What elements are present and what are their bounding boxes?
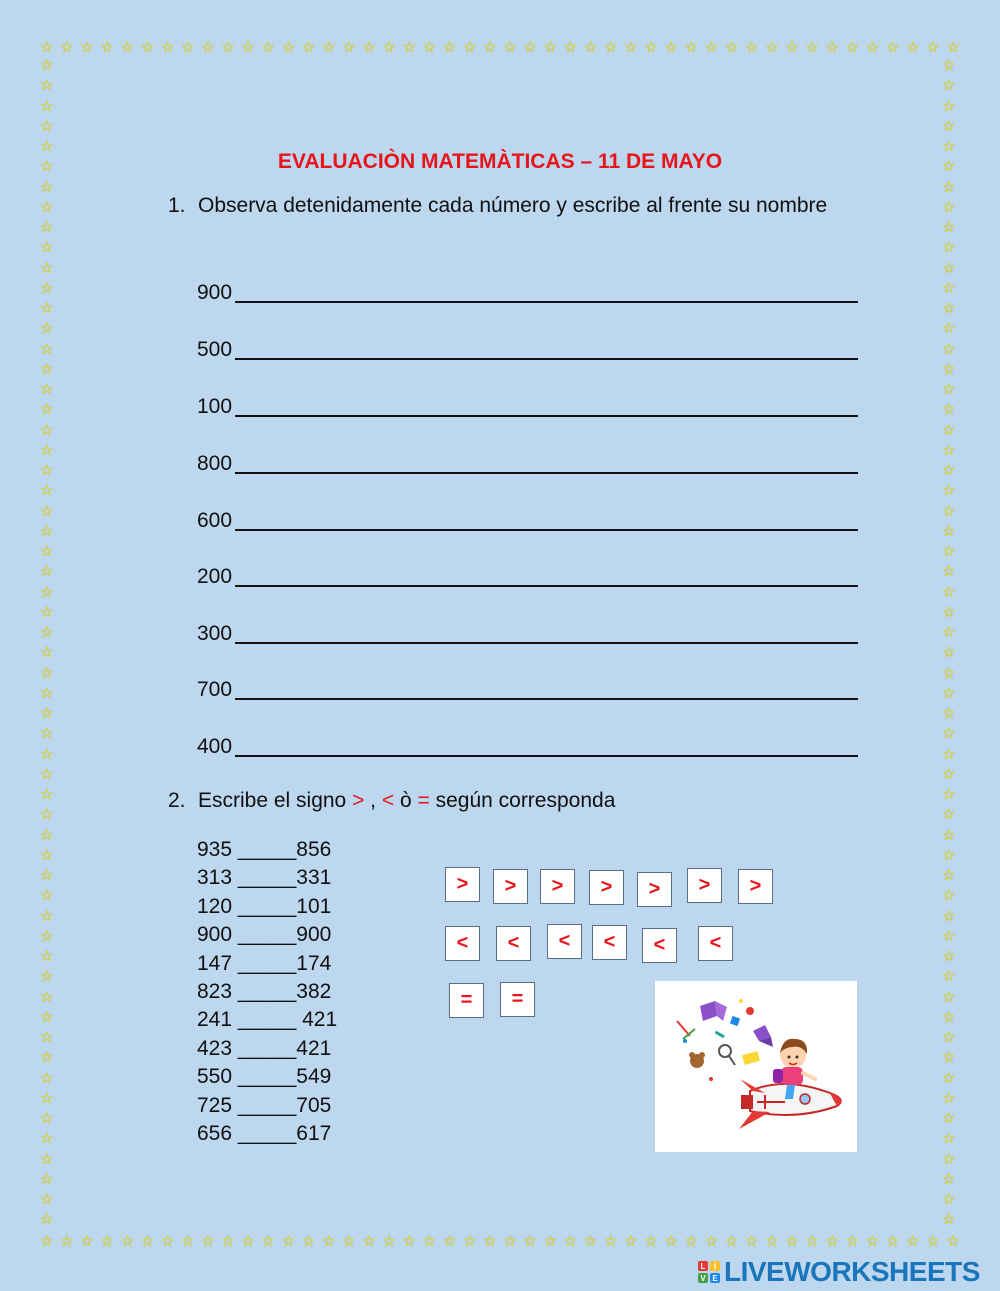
star-icon: ☆	[942, 57, 956, 74]
star-icon: ☆	[906, 39, 920, 56]
star-icon: ☆	[180, 39, 195, 56]
star-icon: ☆	[865, 1233, 880, 1250]
number-label: 900	[197, 281, 233, 304]
chip-equal[interactable]: =	[500, 982, 535, 1017]
question-2-number: 2.	[168, 789, 186, 812]
star-icon: ☆	[942, 624, 956, 641]
star-icon: ☆	[160, 39, 175, 56]
star-icon: ☆	[942, 684, 956, 702]
star-icon: ☆	[523, 39, 537, 56]
star-icon: ☆	[281, 1233, 296, 1250]
star-icon: ☆	[40, 1029, 54, 1046]
number-label: 500	[197, 338, 233, 361]
star-icon: ☆	[40, 77, 54, 95]
star-icon: ☆	[483, 39, 497, 56]
star-icon: ☆	[704, 1233, 719, 1250]
chip-less[interactable]: <	[445, 926, 480, 961]
comparison-item[interactable]: 423 _____421	[197, 1036, 332, 1060]
star-icon: ☆	[942, 239, 956, 257]
star-icon: ☆	[442, 39, 457, 56]
star-icon: ☆	[60, 1233, 74, 1250]
star-icon: ☆	[805, 39, 819, 56]
star-icon: ☆	[825, 39, 839, 56]
star-icon: ☆	[664, 1233, 678, 1250]
star-icon: ☆	[942, 1069, 956, 1087]
star-icon: ☆	[40, 725, 54, 743]
answer-row	[197, 336, 858, 362]
star-icon: ☆	[624, 39, 638, 56]
star-icon: ☆	[785, 1233, 799, 1250]
star-icon: ☆	[942, 1211, 956, 1229]
star-icon: ☆	[885, 1233, 900, 1250]
star-icon: ☆	[942, 603, 956, 621]
star-icon: ☆	[942, 1089, 956, 1107]
star-icon: ☆	[942, 907, 956, 925]
chip-less[interactable]: <	[547, 924, 582, 959]
question-2-text	[198, 786, 838, 815]
logo-letter: L	[698, 1261, 708, 1271]
star-icon: ☆	[942, 401, 956, 419]
question-2-separator: ò	[394, 789, 418, 812]
star-icon: ☆	[926, 39, 940, 56]
star-icon: ☆	[845, 1233, 860, 1250]
comparison-item[interactable]: 900 _____900	[197, 923, 332, 947]
star-icon: ☆	[140, 39, 155, 56]
chip-less[interactable]: <	[698, 926, 733, 961]
star-icon: ☆	[942, 77, 956, 95]
star-border-left	[40, 58, 53, 1228]
star-icon: ☆	[906, 1233, 920, 1250]
liveworksheets-logo-icon	[698, 1261, 720, 1283]
comparison-item[interactable]: 656 _____617	[197, 1122, 332, 1146]
number-label: 400	[197, 735, 233, 758]
star-icon: ☆	[382, 39, 396, 56]
star-icon: ☆	[503, 39, 517, 56]
answer-row	[197, 620, 858, 646]
answer-line[interactable]	[235, 755, 858, 757]
star-icon: ☆	[942, 1130, 956, 1148]
star-icon: ☆	[40, 786, 54, 803]
star-icon: ☆	[942, 1170, 956, 1188]
comparison-list	[197, 836, 337, 1148]
star-icon: ☆	[40, 259, 54, 277]
star-icon: ☆	[603, 1233, 618, 1250]
answer-row	[197, 507, 858, 533]
star-icon: ☆	[942, 259, 956, 277]
star-icon: ☆	[462, 39, 477, 56]
star-icon: ☆	[946, 39, 960, 56]
number-label: 100	[197, 395, 233, 418]
star-icon: ☆	[120, 1233, 135, 1250]
star-icon: ☆	[40, 158, 54, 176]
star-icon: ☆	[422, 1233, 437, 1250]
chip-greater[interactable]: >	[589, 870, 624, 905]
star-icon: ☆	[241, 1233, 255, 1250]
star-icon: ☆	[40, 1008, 54, 1026]
star-icon: ☆	[40, 522, 54, 540]
star-icon: ☆	[40, 1233, 54, 1250]
star-icon: ☆	[100, 1233, 114, 1250]
star-icon: ☆	[40, 1150, 54, 1168]
answer-line[interactable]	[235, 472, 858, 474]
star-icon: ☆	[40, 441, 54, 459]
star-icon: ☆	[942, 725, 956, 743]
star-icon: ☆	[684, 1233, 698, 1250]
star-icon: ☆	[926, 1233, 940, 1250]
star-icon: ☆	[942, 360, 956, 378]
star-icon: ☆	[942, 786, 956, 803]
star-icon: ☆	[942, 522, 956, 540]
question-2-text-part: Escribe el signo	[198, 789, 353, 812]
star-icon: ☆	[942, 867, 956, 884]
star-icon: ☆	[644, 1233, 658, 1250]
comparison-item[interactable]: 313 _____331	[197, 866, 332, 890]
star-icon: ☆	[885, 39, 900, 56]
star-icon: ☆	[942, 279, 956, 297]
answer-row	[197, 563, 858, 589]
star-icon: ☆	[942, 563, 956, 581]
answer-row	[197, 733, 858, 759]
star-icon: ☆	[942, 158, 956, 176]
answer-row	[197, 393, 858, 419]
star-icon: ☆	[342, 39, 356, 56]
star-icon: ☆	[40, 664, 54, 682]
star-icon: ☆	[583, 1233, 598, 1250]
chip-greater[interactable]: >	[687, 868, 722, 903]
star-icon: ☆	[942, 441, 956, 459]
star-icon: ☆	[40, 1069, 54, 1087]
star-icon: ☆	[40, 684, 54, 702]
chip-less[interactable]: <	[642, 928, 677, 963]
star-icon: ☆	[40, 907, 54, 925]
comparison-item[interactable]: 550 _____549	[197, 1065, 332, 1089]
star-icon: ☆	[301, 39, 316, 56]
comparison-item[interactable]: 241 _____ 421	[197, 1008, 338, 1032]
star-icon: ☆	[40, 117, 54, 135]
star-icon: ☆	[40, 502, 54, 520]
star-icon: ☆	[40, 543, 54, 560]
question-2-text-part: según corresponda	[429, 789, 616, 812]
star-icon: ☆	[442, 1233, 457, 1250]
sign-equal: =	[417, 789, 430, 812]
question-1-text: Observa detenidamente cada número y escribe al frente su nombre	[198, 194, 828, 217]
star-icon: ☆	[40, 603, 54, 621]
star-icon: ☆	[942, 988, 956, 1006]
star-icon: ☆	[40, 826, 54, 844]
star-icon: ☆	[40, 138, 54, 155]
star-icon: ☆	[40, 948, 54, 965]
star-icon: ☆	[942, 887, 956, 905]
star-icon: ☆	[942, 583, 956, 601]
star-icon: ☆	[180, 1233, 195, 1250]
sign-greater: >	[352, 789, 365, 812]
brand-name: LIVEWORKSHEETS	[724, 1256, 980, 1287]
star-icon: ☆	[942, 421, 956, 439]
chip-greater[interactable]: >	[540, 869, 575, 904]
star-icon: ☆	[40, 563, 54, 581]
star-icon: ☆	[942, 1049, 956, 1067]
comparison-item[interactable]: 935 _____856	[197, 838, 332, 861]
star-border-bottom	[40, 1234, 960, 1249]
rocket-kid-illustration	[655, 981, 857, 1152]
star-icon: ☆	[644, 39, 658, 56]
star-icon: ☆	[40, 421, 54, 439]
star-icon: ☆	[40, 340, 54, 358]
star-icon: ☆	[942, 300, 956, 317]
star-icon: ☆	[382, 1233, 396, 1250]
star-icon: ☆	[942, 644, 956, 662]
answer-row	[197, 279, 858, 305]
logo-letter: V	[698, 1273, 708, 1283]
star-icon: ☆	[40, 745, 54, 763]
star-icon: ☆	[942, 97, 956, 115]
star-icon: ☆	[664, 39, 678, 56]
comparison-item[interactable]: 823 _____382	[197, 980, 332, 1004]
logo-letter: E	[710, 1273, 720, 1283]
star-icon: ☆	[342, 1233, 356, 1250]
star-icon: ☆	[583, 39, 598, 56]
number-label: 800	[197, 452, 233, 475]
star-icon: ☆	[40, 644, 54, 662]
star-icon: ☆	[942, 765, 956, 783]
star-icon: ☆	[624, 1233, 638, 1250]
star-icon: ☆	[281, 39, 296, 56]
star-icon: ☆	[80, 39, 94, 56]
comparison-item[interactable]: 147 _____174	[197, 951, 332, 975]
star-icon: ☆	[40, 867, 54, 884]
star-icon: ☆	[100, 39, 114, 56]
star-icon: ☆	[40, 1191, 54, 1208]
star-icon: ☆	[40, 1211, 54, 1229]
star-icon: ☆	[60, 39, 74, 56]
star-icon: ☆	[543, 1233, 557, 1250]
chip-greater[interactable]: >	[637, 872, 672, 907]
star-icon: ☆	[221, 1233, 235, 1250]
star-border-top	[40, 40, 960, 55]
star-icon: ☆	[684, 39, 698, 56]
answer-line[interactable]	[235, 529, 858, 531]
liveworksheets-brand	[698, 1256, 980, 1288]
star-icon: ☆	[40, 57, 54, 74]
star-icon: ☆	[40, 462, 54, 479]
star-icon: ☆	[942, 381, 956, 398]
comparison-item[interactable]: 725 _____705	[197, 1093, 332, 1117]
star-icon: ☆	[942, 826, 956, 844]
star-icon: ☆	[942, 340, 956, 358]
star-icon: ☆	[40, 806, 54, 824]
star-icon: ☆	[40, 1089, 54, 1107]
star-icon: ☆	[40, 360, 54, 378]
star-icon: ☆	[942, 178, 956, 196]
number-label: 600	[197, 509, 233, 532]
chip-less[interactable]: <	[592, 925, 627, 960]
logo-letter: I	[710, 1261, 720, 1271]
star-icon: ☆	[942, 1029, 956, 1046]
question-1-number: 1.	[168, 194, 186, 217]
star-icon: ☆	[603, 39, 618, 56]
star-icon: ☆	[942, 1110, 956, 1127]
star-icon: ☆	[785, 39, 799, 56]
star-icon: ☆	[724, 1233, 739, 1250]
star-icon: ☆	[321, 1233, 336, 1250]
star-icon: ☆	[942, 948, 956, 965]
star-icon: ☆	[40, 1049, 54, 1067]
star-icon: ☆	[942, 1191, 956, 1208]
star-icon: ☆	[40, 219, 54, 236]
star-icon: ☆	[40, 887, 54, 905]
star-icon: ☆	[942, 117, 956, 135]
star-icon: ☆	[221, 39, 235, 56]
answer-line[interactable]	[235, 585, 858, 587]
star-icon: ☆	[40, 583, 54, 601]
star-icon: ☆	[362, 1233, 376, 1250]
star-icon: ☆	[261, 39, 275, 56]
chip-greater[interactable]: >	[445, 867, 480, 902]
chip-less[interactable]: <	[496, 926, 531, 961]
star-icon: ☆	[40, 988, 54, 1006]
answer-line[interactable]	[235, 301, 858, 303]
star-icon: ☆	[942, 198, 956, 216]
star-icon: ☆	[483, 1233, 497, 1250]
star-icon: ☆	[402, 1233, 416, 1250]
star-icon: ☆	[241, 39, 255, 56]
star-icon: ☆	[40, 846, 54, 864]
star-icon: ☆	[402, 39, 416, 56]
answer-line[interactable]	[235, 415, 858, 417]
star-icon: ☆	[40, 765, 54, 783]
star-icon: ☆	[946, 1233, 960, 1250]
star-icon: ☆	[120, 39, 135, 56]
star-icon: ☆	[201, 39, 215, 56]
star-icon: ☆	[40, 198, 54, 216]
star-icon: ☆	[40, 239, 54, 257]
star-icon: ☆	[942, 320, 956, 338]
star-icon: ☆	[942, 138, 956, 155]
chip-equal[interactable]: =	[449, 983, 484, 1018]
star-icon: ☆	[704, 39, 719, 56]
number-label: 300	[197, 622, 233, 645]
rocket-kid-icon	[655, 981, 857, 1152]
star-icon: ☆	[40, 320, 54, 338]
star-icon: ☆	[40, 401, 54, 419]
star-icon: ☆	[942, 219, 956, 236]
star-icon: ☆	[942, 846, 956, 864]
star-icon: ☆	[942, 482, 956, 500]
star-icon: ☆	[40, 624, 54, 641]
star-icon: ☆	[40, 39, 54, 56]
star-icon: ☆	[942, 664, 956, 682]
star-icon: ☆	[40, 705, 54, 722]
star-icon: ☆	[40, 968, 54, 986]
star-icon: ☆	[40, 97, 54, 115]
star-icon: ☆	[805, 1233, 819, 1250]
star-icon: ☆	[942, 745, 956, 763]
question-2-separator: ,	[364, 789, 382, 812]
answer-line[interactable]	[235, 642, 858, 644]
star-icon: ☆	[40, 1170, 54, 1188]
star-icon: ☆	[563, 1233, 578, 1250]
chip-greater[interactable]: >	[738, 869, 773, 904]
star-icon: ☆	[523, 1233, 537, 1250]
star-icon: ☆	[301, 1233, 316, 1250]
star-icon: ☆	[201, 1233, 215, 1250]
chip-greater[interactable]: >	[493, 869, 528, 904]
star-icon: ☆	[942, 705, 956, 722]
star-icon: ☆	[942, 806, 956, 824]
page-title: EVALUACIÒN MATEMÀTICAS – 11 DE MAYO	[277, 150, 723, 173]
answer-line[interactable]	[235, 358, 858, 360]
star-icon: ☆	[865, 39, 880, 56]
sign-less: <	[381, 789, 395, 812]
star-icon: ☆	[160, 1233, 175, 1250]
star-icon: ☆	[942, 502, 956, 520]
star-icon: ☆	[40, 178, 54, 196]
star-icon: ☆	[765, 39, 779, 56]
star-icon: ☆	[942, 462, 956, 479]
star-icon: ☆	[942, 968, 956, 986]
answer-line[interactable]	[235, 698, 858, 700]
star-icon: ☆	[40, 482, 54, 500]
star-icon: ☆	[40, 1110, 54, 1127]
star-icon: ☆	[462, 1233, 477, 1250]
star-icon: ☆	[942, 543, 956, 560]
star-icon: ☆	[744, 39, 759, 56]
star-icon: ☆	[40, 279, 54, 297]
star-icon: ☆	[40, 381, 54, 398]
number-label: 700	[197, 678, 233, 701]
answer-row	[197, 676, 858, 702]
star-icon: ☆	[80, 1233, 94, 1250]
star-icon: ☆	[563, 39, 578, 56]
star-icon: ☆	[422, 39, 437, 56]
number-label: 200	[197, 565, 233, 588]
star-icon: ☆	[942, 927, 956, 945]
star-icon: ☆	[40, 1130, 54, 1148]
answer-row	[197, 450, 858, 476]
star-icon: ☆	[503, 1233, 517, 1250]
star-icon: ☆	[140, 1233, 155, 1250]
star-icon: ☆	[942, 1150, 956, 1168]
star-border-right	[942, 58, 955, 1228]
star-icon: ☆	[321, 39, 336, 56]
star-icon: ☆	[724, 39, 739, 56]
star-icon: ☆	[543, 39, 557, 56]
star-icon: ☆	[40, 927, 54, 945]
star-icon: ☆	[845, 39, 860, 56]
star-icon: ☆	[261, 1233, 275, 1250]
star-icon: ☆	[362, 39, 376, 56]
star-icon: ☆	[40, 300, 54, 317]
star-icon: ☆	[744, 1233, 759, 1250]
star-icon: ☆	[765, 1233, 779, 1250]
comparison-item[interactable]: 120 _____101	[197, 894, 332, 918]
star-icon: ☆	[825, 1233, 839, 1250]
star-icon: ☆	[942, 1008, 956, 1026]
